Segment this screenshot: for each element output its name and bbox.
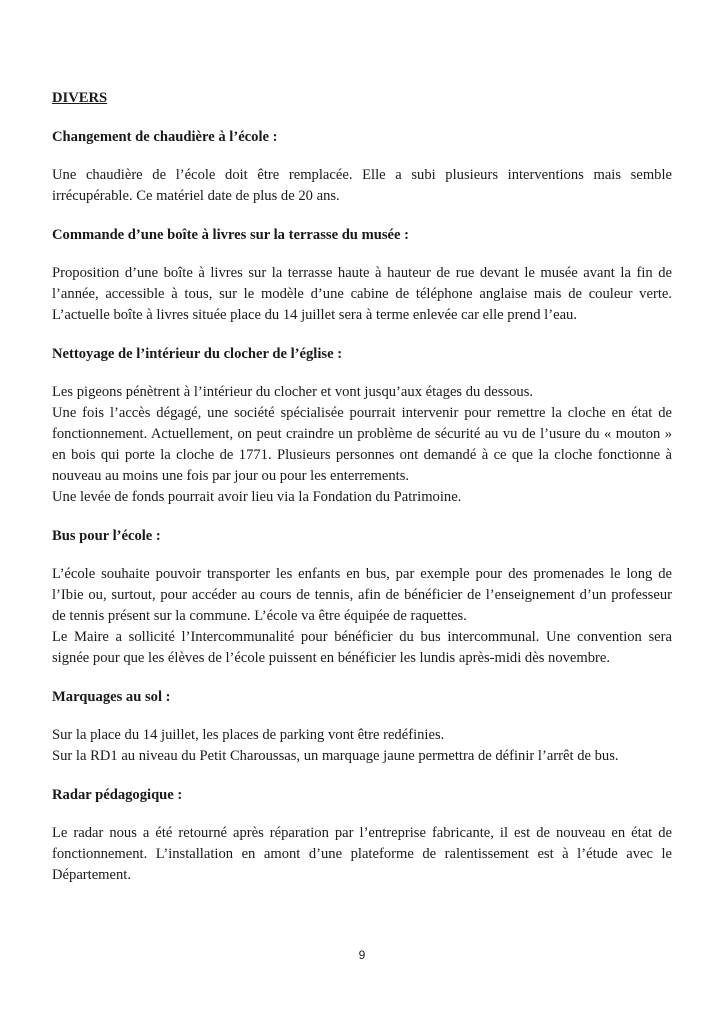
section-clocher [52, 344, 672, 508]
section-heading: Marquages au sol : [52, 689, 171, 705]
paragraph: L’école souhaite pouvoir transporter les enfants en bus, par exemple pour des promenades le long de l’Ibie ou, surtout, pour accéder au cours de tennis, afin de bénéficier de l’enseignement d’un professeur de tennis présent sur la commune. L’école va être équipée de raquettes. [52, 566, 672, 624]
paragraph: Sur la RD1 au niveau du Petit Charoussas, un marquage jaune permettra de définir l’arrêt de bus. [52, 748, 619, 764]
section-boite-a-livres [52, 225, 672, 326]
paragraph: Proposition d’une boîte à livres sur la terrasse haute à hauteur de rue devant le musée avant la fin de l’année, accessible à tous, sur le modèle d’une cabine de téléphone anglaise mais de couleur verte. L’actuelle boîte à livres située place du 14 juillet sera à terme enlevée car elle prend l’eau. [52, 265, 672, 323]
section-heading: Commande d’une boîte à livres sur la terrasse du musée : [52, 227, 409, 243]
document-page [52, 88, 672, 904]
paragraph: Les pigeons pénètrent à l’intérieur du clocher et vont jusqu’aux étages du dessous. [52, 384, 534, 400]
paragraph: Le Maire a sollicité l’Intercommunalité pour bénéficier du bus intercommunal. Une convention sera signée pour que les élèves de l’école puissent en bénéficier les lundis après-midi dès novembre. [52, 629, 672, 666]
paragraph: Le radar nous a été retourné après réparation par l’entreprise fabricante, il est de nouveau en état de fonctionnement. L’installation en amont d’une plateforme de ralentissement est à l’étude avec le Département. [52, 825, 672, 883]
section-heading: Nettoyage de l’intérieur du clocher de l’église : [52, 346, 343, 362]
paragraph: Sur la place du 14 juillet, les places de parking vont être redéfinies. [52, 727, 445, 743]
section-heading: Radar pédagogique : [52, 787, 183, 803]
section-marquages [52, 687, 672, 767]
section-heading: Bus pour l’école : [52, 528, 161, 544]
page-number: 9 [358, 948, 366, 962]
paragraph: Une chaudière de l’école doit être remplacée. Elle a subi plusieurs interventions mais semble irrécupérable. Ce matériel date de plus de 20 ans. [52, 167, 672, 204]
document-title: DIVERS [52, 90, 108, 106]
section-bus-ecole [52, 526, 672, 669]
section-heading: Changement de chaudière à l’école : [52, 129, 278, 145]
paragraph: Une levée de fonds pourrait avoir lieu via la Fondation du Patrimoine. [52, 489, 462, 505]
section-radar [52, 785, 672, 886]
section-chaudiere [52, 127, 672, 207]
paragraph: Une fois l’accès dégagé, une société spécialisée pourrait intervenir pour remettre la cloche en état de fonctionnement. Actuellement, on peut craindre un problème de sécurité au vu de l’usure du « mouton » en bois qui porte la cloche de 1771. Plusieurs personnes ont demandé à ce que la cloche fonctionne à nouveau au moins une fois par jour ou pour les enterrements. [52, 405, 672, 484]
